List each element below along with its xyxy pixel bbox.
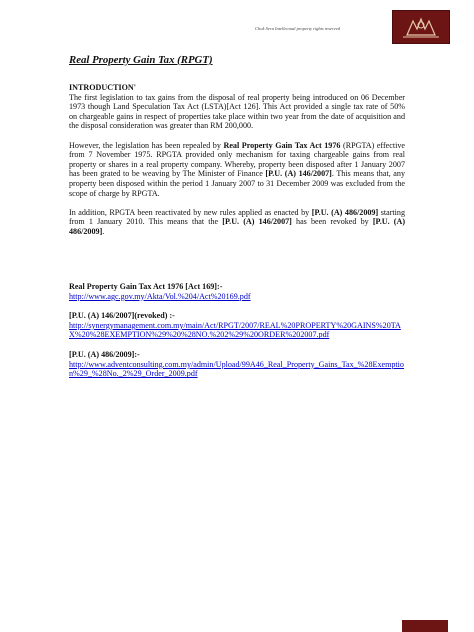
reference-link-act169[interactable]: http://www.agc.gov.my/Akta/Vol.%204/Act%20169.pdf xyxy=(69,291,251,301)
intro-heading: INTRODUCTION' xyxy=(69,83,137,92)
p2-text-e: . This means that, any property been disposed within the period 1 January 2007 to 31 December 2009 was excluded from the scope of charge by RPGTA. xyxy=(69,169,405,198)
reference-title-pu146: [P.U. (A) 146/2007](revoked) :- xyxy=(69,311,175,321)
header-copyright-note: Chok Seru Intellectual property rights reserved xyxy=(255,26,341,31)
p2-text-c: (RPGTA) effective from 7 November 1975. RPGTA provided only mechanism for taxing chargeable gains from real property or shares in a real property company. Whereby, property been disposed after 1 January 2007 has been grated to be weaving by The Minister of Finance xyxy=(69,140,405,179)
p3-text-e: has been revoked by xyxy=(291,217,373,227)
paragraph-1: The first legislation to tax gains from the disposal of real property being introduced on 06 December 1973 though Land Speculation Tax Act (LSTA)[Act 126]. This Act provided a single tax rate of 50% on chargeable gains in respect of properties take place within two year from the date of acquisition and the disposal consideration was greater than RM 200,000. xyxy=(69,92,405,131)
p3-pu-ref-3: [P.U. (A) 486/2009] xyxy=(69,217,406,236)
document-body xyxy=(69,83,405,389)
reference-link-pu486[interactable]: http://www.adventconsulting.com.my/admin/Upload/99A46_Real_Property_Gains_Tax_%28Exemption%29_%28No._2%29_Order_2009.pdf xyxy=(69,359,404,379)
p3-text-a: In addition, RPGTA been reactivated by new rules applied as enacted by xyxy=(69,207,312,217)
p2-pu-ref: [P.U. (A) 146/2007] xyxy=(265,169,332,179)
paragraph-3 xyxy=(69,208,405,237)
p3-text-g: . xyxy=(102,226,105,236)
document-title: Real Property Gain Tax (RPGT) xyxy=(69,54,213,66)
brand-logo xyxy=(392,10,450,44)
paragraph-2 xyxy=(69,141,405,199)
reference-title-pu486: [P.U. (A) 486/2009]:- xyxy=(69,350,140,360)
section-spacer xyxy=(69,246,405,282)
logo-emblem-icon xyxy=(393,11,449,43)
p3-pu-ref-2: [P.U. (A) 146/2007] xyxy=(222,217,292,227)
p2-text-a: However, the legislation has been repealed by xyxy=(69,140,224,150)
p3-pu-ref-1: [P.U. (A) 486/2009] xyxy=(311,207,379,217)
reference-link-pu146[interactable]: http://synergymanagement.com.my/main/Act/RPGT/2007/REAL%20PROPERTY%20GAINS%20TAX%20%28EXEMPTION%29%20%28NO.%202%29%20ORDER%202007.pdf xyxy=(69,320,401,340)
p3-text-c: starting from 1 January 2010. This means that the xyxy=(69,207,406,227)
p2-act-name: Real Property Gain Tax Act 1976 xyxy=(223,140,341,150)
footer-brand-mark xyxy=(402,620,448,632)
reference-title-act169: Real Property Gain Tax Act 1976 [Act 169]:- xyxy=(69,282,223,292)
